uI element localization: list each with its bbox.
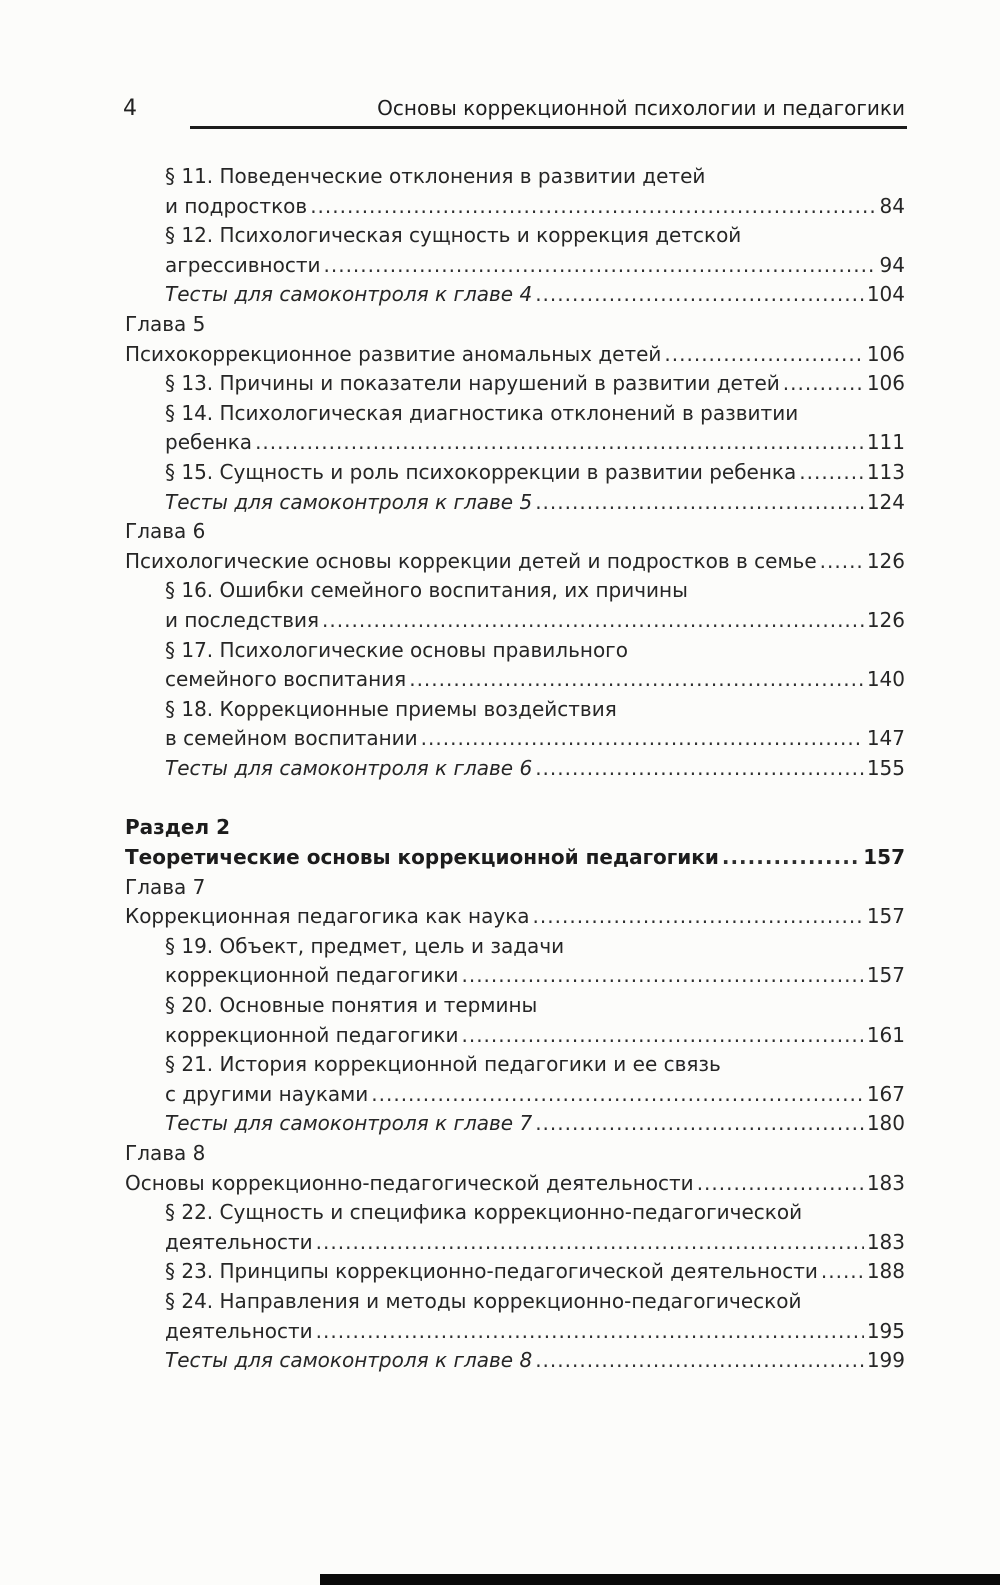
toc-page-number: 183 xyxy=(866,1170,905,1195)
toc-line xyxy=(165,636,905,666)
toc-page-number: 147 xyxy=(866,726,905,751)
toc-entry xyxy=(125,1169,905,1199)
toc-line xyxy=(165,724,905,754)
toc-entry-text: Тесты для самоконтроля к главе 7 xyxy=(165,1111,533,1136)
toc-page-number: 188 xyxy=(866,1259,905,1284)
dot-leader xyxy=(535,1346,864,1376)
toc-page-number: 155 xyxy=(866,755,905,780)
toc-page-number: 106 xyxy=(866,371,905,396)
toc-entry-text: § 16. Ошибки семейного воспитания, их причины xyxy=(165,578,688,603)
toc-entry xyxy=(125,636,905,695)
running-title: Основы коррекционной психологии и педагогики xyxy=(377,96,905,120)
toc-entry-text: § 15. Сущность и роль психокоррекции в развитии ребенка xyxy=(165,459,797,484)
toc-entry-text: § 17. Психологические основы правильного xyxy=(165,637,628,662)
toc-entry-text: Тесты для самоконтроля к главе 8 xyxy=(165,1348,533,1373)
toc-entry xyxy=(125,517,905,547)
toc-entry xyxy=(125,1346,905,1376)
toc-page-number: 126 xyxy=(866,548,905,573)
toc-line xyxy=(165,1346,905,1376)
toc-entry-text: § 11. Поведенческие отклонения в развитии детей xyxy=(165,164,706,188)
toc-entry xyxy=(125,221,905,280)
toc-page-number: 157 xyxy=(863,845,905,870)
toc-line xyxy=(125,1169,905,1199)
toc-entry-text: § 24. Направления и методы коррекционно-педагогической xyxy=(165,1288,802,1313)
dot-leader xyxy=(697,1169,864,1199)
toc-entry-text: Раздел 2 xyxy=(125,815,231,840)
dot-leader xyxy=(664,340,863,370)
toc-line xyxy=(165,399,905,429)
dot-leader xyxy=(820,547,864,577)
toc-page-number: 157 xyxy=(866,963,905,988)
toc-entry-text: коррекционной педагогики xyxy=(165,1022,459,1047)
toc-page-number: 113 xyxy=(866,459,905,484)
toc-entry xyxy=(125,1287,905,1346)
toc-entry xyxy=(125,310,905,340)
toc-line xyxy=(165,754,905,784)
scan-edge-artifact xyxy=(320,1574,1000,1585)
toc-entry-text: Психологические основы коррекции детей и подростков в семье xyxy=(125,548,817,573)
toc-page-number: 167 xyxy=(866,1081,905,1106)
toc-line xyxy=(165,1228,905,1258)
dot-leader xyxy=(722,843,860,873)
toc-line xyxy=(165,991,905,1021)
toc-line xyxy=(165,1198,905,1228)
toc-entry-text: § 22. Сущность и специфика коррекционно-педагогической xyxy=(165,1200,803,1225)
toc-entry xyxy=(125,369,905,399)
toc-entry-text: с другими науками xyxy=(165,1081,369,1106)
toc-entry xyxy=(125,843,905,873)
toc-entry xyxy=(125,162,905,221)
toc-entry-text: Теоретические основы коррекционной педагогики xyxy=(125,845,719,870)
toc-line xyxy=(165,221,905,251)
dot-leader xyxy=(535,280,864,310)
dot-leader xyxy=(255,428,864,458)
toc-line xyxy=(165,251,905,281)
toc-entry xyxy=(125,932,905,991)
toc-entry xyxy=(125,1109,905,1139)
toc-entry-text: ребенка xyxy=(165,430,253,455)
toc-entry-text: Глава 7 xyxy=(125,874,206,899)
toc-line xyxy=(125,310,905,340)
toc-entry xyxy=(125,1139,905,1169)
toc-line xyxy=(165,1317,905,1347)
header-rule xyxy=(190,126,907,129)
toc-line xyxy=(165,1080,905,1110)
toc-line xyxy=(165,488,905,518)
toc-line xyxy=(125,843,905,873)
toc-entry-text: Психокоррекционное развитие аномальных детей xyxy=(125,341,662,366)
toc-line xyxy=(125,547,905,577)
dot-leader xyxy=(535,488,864,518)
toc-line xyxy=(165,428,905,458)
toc-line xyxy=(165,695,905,725)
toc-page-number: 84 xyxy=(879,193,905,218)
toc-entry xyxy=(125,488,905,518)
dot-leader xyxy=(535,754,864,784)
toc-entry-text: Глава 8 xyxy=(125,1141,206,1165)
toc-entry xyxy=(125,1050,905,1109)
dot-leader xyxy=(371,1080,864,1110)
toc-line xyxy=(125,873,905,903)
toc-entry xyxy=(125,991,905,1050)
toc-entry-text: коррекционной педагогики xyxy=(165,963,459,988)
toc-entry-text: § 20. Основные понятия и термины xyxy=(165,993,538,1018)
toc-entry-text: § 19. Объект, предмет, цель и задачи xyxy=(165,933,565,958)
table-of-contents xyxy=(125,162,905,1376)
toc-line xyxy=(165,192,905,222)
toc-line xyxy=(165,458,905,488)
toc-entry-text: агрессивности xyxy=(165,252,321,277)
page-number: 4 xyxy=(123,96,137,121)
dot-leader xyxy=(409,665,864,695)
dot-leader xyxy=(783,369,864,399)
dot-leader xyxy=(461,1021,863,1051)
toc-entry-text: § 14. Психологическая диагностика отклонений в развитии xyxy=(165,400,799,425)
dot-leader xyxy=(421,724,864,754)
dot-leader xyxy=(310,192,876,222)
toc-entry-text: Глава 6 xyxy=(125,519,206,544)
dot-leader xyxy=(533,902,864,932)
toc-entry xyxy=(125,1198,905,1257)
toc-page-number: 199 xyxy=(866,1348,905,1373)
dot-leader xyxy=(316,1228,864,1258)
toc-entry-text: и подростков xyxy=(165,193,308,218)
toc-entry-text: Тесты для самоконтроля к главе 4 xyxy=(165,282,533,307)
dot-leader xyxy=(821,1257,864,1287)
toc-line xyxy=(165,1050,905,1080)
toc-page-number: 111 xyxy=(866,430,905,455)
toc-entry xyxy=(125,340,905,370)
toc-line xyxy=(165,576,905,606)
toc-entry-text: семейного воспитания xyxy=(165,667,407,692)
toc-line xyxy=(125,517,905,547)
toc-entry-text: Тесты для самоконтроля к главе 6 xyxy=(165,755,533,780)
toc-line xyxy=(125,340,905,370)
toc-line xyxy=(165,280,905,310)
dot-leader xyxy=(324,251,877,281)
toc-entry-text: в семейном воспитании xyxy=(165,726,418,751)
toc-entry-text: § 23. Принципы коррекционно-педагогической деятельности xyxy=(165,1259,818,1284)
toc-page-number: 180 xyxy=(866,1111,905,1136)
toc-entry-text: деятельности xyxy=(165,1229,313,1254)
toc-entry xyxy=(125,695,905,754)
toc-entry-text: и последствия xyxy=(165,607,320,632)
toc-line xyxy=(165,1109,905,1139)
toc-page-number: 104 xyxy=(866,282,905,307)
toc-page-number: 140 xyxy=(866,667,905,692)
toc-line xyxy=(165,961,905,991)
toc-line xyxy=(165,1287,905,1317)
toc-line xyxy=(165,665,905,695)
toc-line xyxy=(165,932,905,962)
toc-entry xyxy=(125,458,905,488)
toc-entry xyxy=(125,813,905,843)
toc-page-number: 161 xyxy=(866,1022,905,1047)
toc-line xyxy=(125,1139,905,1169)
toc-entry xyxy=(125,399,905,458)
toc-entry-text: Основы коррекционно-педагогической деятельности xyxy=(125,1170,694,1195)
toc-entry xyxy=(125,1257,905,1287)
toc-line xyxy=(125,902,905,932)
toc-page-number: 94 xyxy=(879,252,905,277)
toc-entry xyxy=(125,902,905,932)
toc-entry xyxy=(125,873,905,903)
dot-leader xyxy=(535,1109,864,1139)
toc-entry xyxy=(125,280,905,310)
toc-entry-text: § 18. Коррекционные приемы воздействия xyxy=(165,696,617,721)
toc-entry-text: § 13. Причины и показатели нарушений в развитии детей xyxy=(165,371,780,396)
page-header xyxy=(123,96,905,121)
toc-entry-text: Тесты для самоконтроля к главе 5 xyxy=(165,489,533,514)
toc-line xyxy=(125,813,905,843)
toc-entry xyxy=(125,576,905,635)
toc-entry-text: Глава 5 xyxy=(125,311,206,336)
dot-leader xyxy=(799,458,864,488)
dot-leader xyxy=(316,1317,864,1347)
toc-page-number: 183 xyxy=(866,1229,905,1254)
toc-entry-text: § 12. Психологическая сущность и коррекция детской xyxy=(165,223,742,248)
dot-leader xyxy=(322,606,864,636)
toc-page-number: 195 xyxy=(866,1318,905,1343)
toc-line xyxy=(165,606,905,636)
toc-page-number: 157 xyxy=(866,904,905,929)
toc-entry xyxy=(125,547,905,577)
toc-entry-text: § 21. История коррекционной педагогики и ее связь xyxy=(165,1052,721,1077)
toc-entry-text: Коррекционная педагогика как наука xyxy=(125,904,530,929)
toc-page-number: 106 xyxy=(866,341,905,366)
toc-line xyxy=(165,1257,905,1287)
toc-entry xyxy=(125,754,905,784)
dot-leader xyxy=(461,961,863,991)
toc-page-number: 126 xyxy=(866,607,905,632)
toc-line xyxy=(165,162,905,192)
toc-line xyxy=(165,1021,905,1051)
toc-page-number: 124 xyxy=(866,489,905,514)
toc-entry-text: деятельности xyxy=(165,1318,313,1343)
toc-line xyxy=(165,369,905,399)
